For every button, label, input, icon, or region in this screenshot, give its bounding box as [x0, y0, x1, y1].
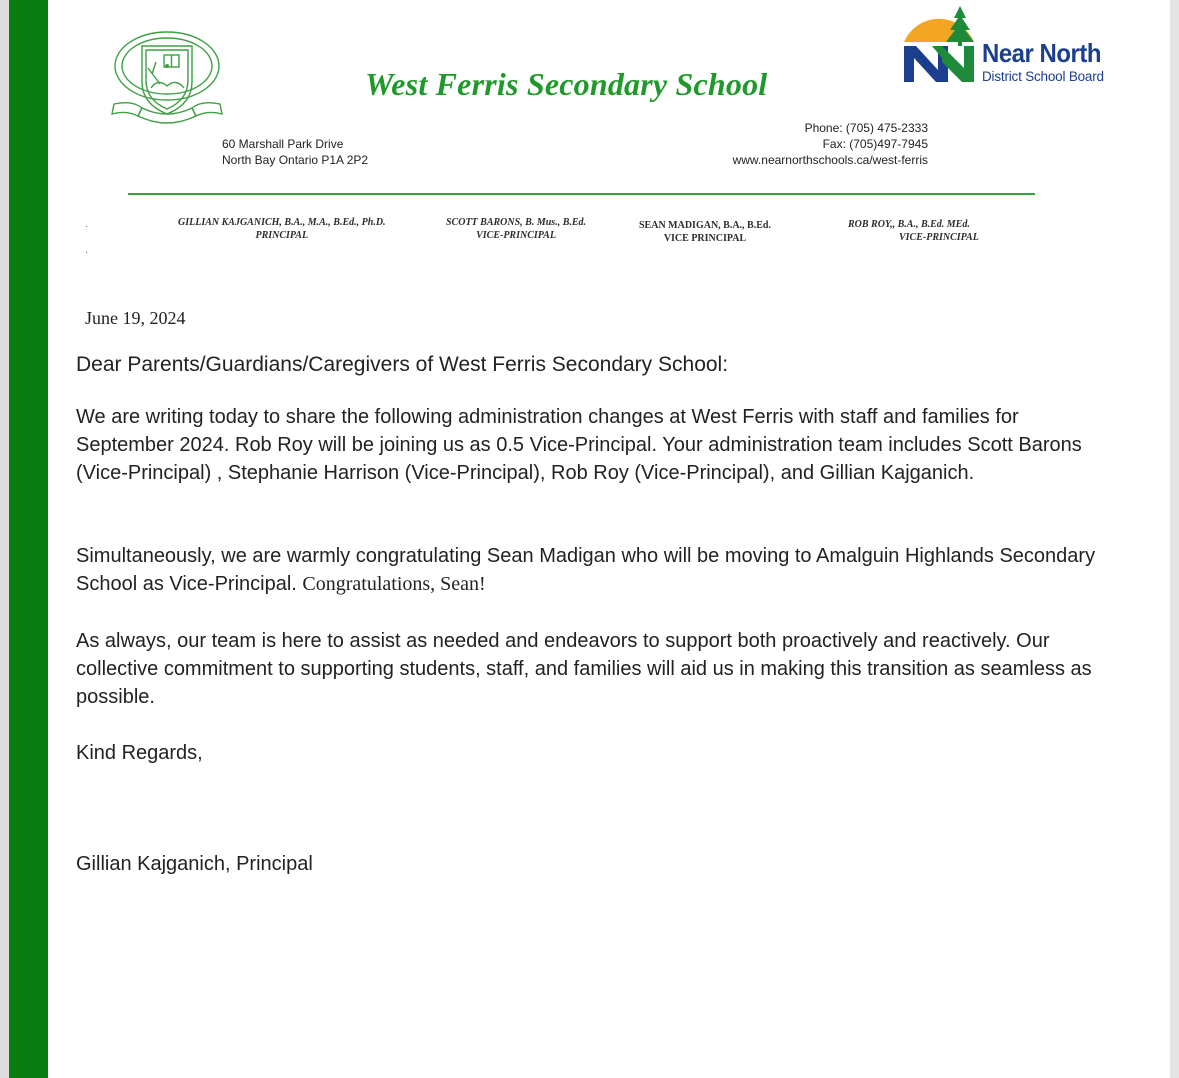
staff-vice-principal-barons [446, 216, 586, 242]
staff-vice-principal-madigan [639, 219, 771, 245]
address-line-2: North Bay Ontario P1A 2P2 [222, 153, 369, 167]
school-name-heading: West Ferris Secondary School [365, 66, 768, 102]
salutation: Dear Parents/Guardians/Caregivers of West Ferris Secondary School: [76, 353, 729, 376]
green-side-bar [9, 0, 48, 1078]
paragraph-support: As always, our team is here to assist as needed and endeavors to support both proactively and reactively. Our collective commitment to supporting students, staff, and families will aid us in making this transition as seamless as possible. [76, 630, 1092, 708]
staff-name: GILLIAN KAJGANICH, B.A., M.A., B.Ed., Ph.D. [178, 217, 386, 228]
margin-dot: · [85, 221, 89, 232]
letter-date: June 19, 2024 [85, 308, 186, 328]
board-subtitle: District School Board [982, 69, 1104, 84]
near-north-logo [902, 2, 980, 84]
header-divider [128, 193, 1035, 195]
paragraph-admin-changes: We are writing today to share the following administration changes at West Ferris with staff and families for September 2024. Rob Roy will be joining us as 0.5 Vice-Principal. Your administration team includes Scott Barons (Vice-Principal) , Stephanie Harrison (Vice-Principal), Rob Roy (Vice-Principal), and Gillian Kajganich. [76, 406, 1082, 484]
board-name: Near North [982, 38, 1102, 68]
closing: Kind Regards, [76, 742, 203, 764]
signature: Gillian Kajganich, Principal [76, 853, 313, 875]
letter-page [48, 0, 1170, 1078]
staff-name: SEAN MADIGAN, B.A., B.Ed. [639, 220, 771, 231]
staff-title: VICE PRINCIPAL [663, 233, 747, 244]
paragraph-congratulations [76, 542, 1106, 598]
staff-title: VICE-PRINCIPAL [476, 230, 556, 241]
phone-number: Phone: (705) 475-2333 [804, 121, 928, 135]
margin-dot: · [85, 247, 89, 258]
fax-number: Fax: (705)497-7945 [822, 137, 928, 151]
school-website: www.nearnorthschools.ca/west-ferris [732, 153, 928, 167]
congratulations-text: Congratulations, Sean! [302, 573, 486, 595]
paragraph-text: Simultaneously, we are warmly congratulating Sean Madigan who will be moving to Amalguin Highlands Secondary School as Vice-Principal. [76, 545, 1096, 595]
staff-title: VICE-PRINCIPAL [899, 232, 979, 243]
screen-margin-right [1170, 0, 1179, 1078]
staff-name: SCOTT BARONS, B. Mus., B.Ed. [446, 217, 587, 228]
school-crest-logo [108, 22, 226, 132]
staff-vice-principal-roy [839, 218, 979, 244]
address-line-1: 60 Marshall Park Drive [222, 137, 344, 151]
staff-title: PRINCIPAL [255, 230, 309, 241]
screen-margin-left [0, 0, 9, 1078]
staff-name: ROB ROY,, B.A., B.Ed. MEd. [847, 219, 970, 230]
staff-principal [178, 216, 386, 242]
